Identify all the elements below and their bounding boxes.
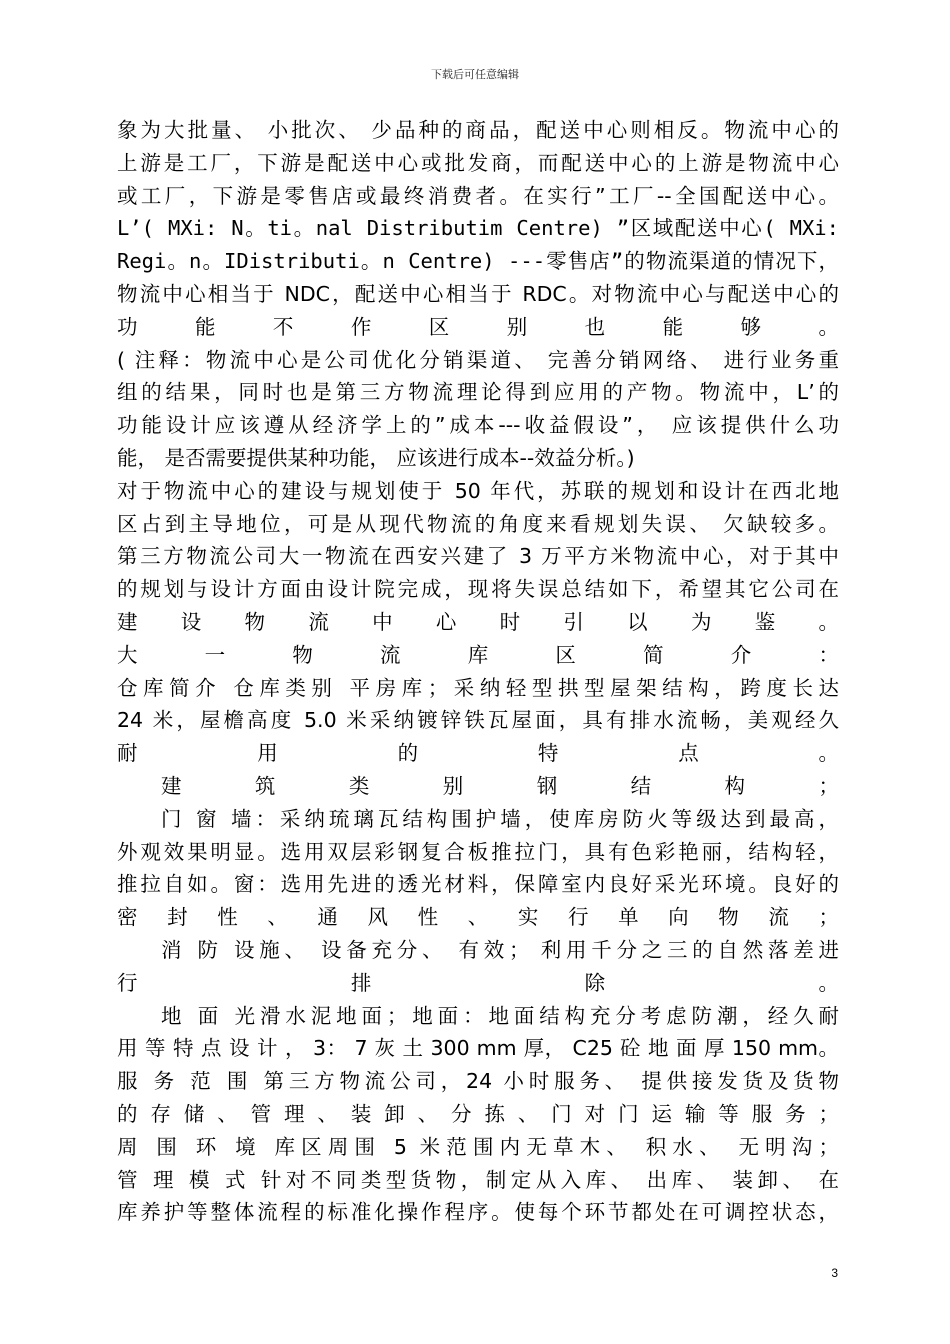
text-line: 周 围 环 境 库区周围 5 米范围内无草木、 积水、 无明沟； bbox=[117, 1134, 839, 1159]
text-line: 物流中心相当于 NDC，配送中心相当于 RDC。对物流中心与配送中心的 bbox=[117, 281, 839, 306]
text-line: 建 设 物 流 中 心 时 引 以 为 鉴 。 bbox=[117, 609, 839, 634]
text-line: 象为大批量、 小批次、 少品种的商品，配送中心则相反。物流中心的 bbox=[117, 118, 839, 142]
text-line: 组的结果，同时也是第三方物流理论得到应用的产物。物流中，L’的 bbox=[117, 380, 839, 405]
text-line: 的规划与设计方面由设计院完成，现将失误总结如下，希望其它公司在 bbox=[117, 577, 839, 602]
text-line: 服 务 范 围 第三方物流公司，24 小时服务、 提供接发货及货物 bbox=[117, 1069, 839, 1094]
text-line: 建 筑 类 别 钢 结 构 ； bbox=[161, 773, 839, 798]
text-line: 库养护等整体流程的标准化操作程序。使每个环节都处在可调控状态， bbox=[117, 1200, 839, 1225]
text-line: 地 面 光滑水泥地面；地面：地面结构充分考虑防潮，经久耐 bbox=[161, 1003, 839, 1028]
page-header: 下载后可任意编辑 bbox=[431, 68, 519, 81]
text-line: 门 窗 墙：采纳琉璃瓦结构围护墙，使库房防火等级达到最高， bbox=[161, 806, 839, 831]
text-line: 上游是工厂，下游是配送中心或批发商，而配送中心的上游是物流中心 bbox=[117, 150, 839, 175]
text-line: 或工厂，下游是零售店或最终消费者。在实行”工厂--全国配送中心。 bbox=[117, 183, 839, 208]
text-line: 耐 用 的 特 点 。 bbox=[117, 741, 839, 766]
page-number: 3 bbox=[831, 1266, 838, 1280]
document-body bbox=[117, 114, 839, 1229]
text-line: 能， 是否需要提供某种功能， 应该进行成本--效益分析。) bbox=[117, 445, 635, 470]
text-line: 消 防 设施、 设备充分、 有效； 利用千分之三的自然落差进 bbox=[161, 937, 839, 962]
text-line: 仓库简介 仓库类别 平房库；采纳轻型拱型屋架结构，跨度长达 bbox=[117, 675, 839, 700]
text-line: 功能设计应该遵从经济学上的”成本---收益假设”， 应该提供什么功 bbox=[117, 413, 839, 438]
text-line: 对于物流中心的建设与规划使于 50 年代，苏联的规划和设计在西北地 bbox=[117, 478, 839, 503]
text-line: 功 能 不 作 区 别 也 能 够 。 bbox=[117, 314, 839, 339]
text-line: 区占到主导地位，可是从现代物流的角度来看规划失误、 欠缺较多。 bbox=[117, 511, 839, 536]
text-line: 行 排 除 。 bbox=[117, 970, 839, 995]
text-line: 第三方物流公司大一物流在西安兴建了 3 万平方米物流中心，对于其中 bbox=[117, 544, 839, 569]
text-line: Regi。n。IDistributi。n Centre) ---零售店”的物流渠道的情况下， bbox=[117, 249, 839, 274]
text-line: 外观效果明显。选用双层彩钢复合板推拉门，具有色彩艳丽，结构轻， bbox=[117, 839, 839, 864]
text-line: 管 理 模 式 针对不同类型货物，制定从入库、 出库、 装卸、 在 bbox=[117, 1167, 839, 1192]
text-line: 密 封 性 、 通 风 性 、 实 行 单 向 物 流 ； bbox=[117, 905, 839, 930]
text-line: 大 一 物 流 库 区 简 介 ： bbox=[117, 642, 839, 667]
text-line: 用 等 特 点 设 计 ， 3： 7 灰 土 300 mm 厚， C25 砼 地 面 厚 150 mm。 bbox=[117, 1036, 839, 1061]
text-line: L’( MXi: N。ti。nal Distributim Centre) ”区域配送中心( MXi: bbox=[117, 216, 839, 241]
text-line: ( 注释：物流中心是公司优化分销渠道、 完善分销网络、 进行业务重 bbox=[117, 347, 839, 372]
text-line: 24 米，屋檐高度 5.0 米采纳镀锌铁瓦屋面，具有排水流畅，美观经久 bbox=[117, 708, 839, 733]
text-line: 推拉自如。窗：选用先进的透光材料，保障室内良好采光环境。良好的 bbox=[117, 872, 839, 897]
text-line: 的 存 储 、 管 理 、 装 卸 、 分 拣 、 门 对 门 运 输 等 服 务 ； bbox=[117, 1101, 839, 1126]
